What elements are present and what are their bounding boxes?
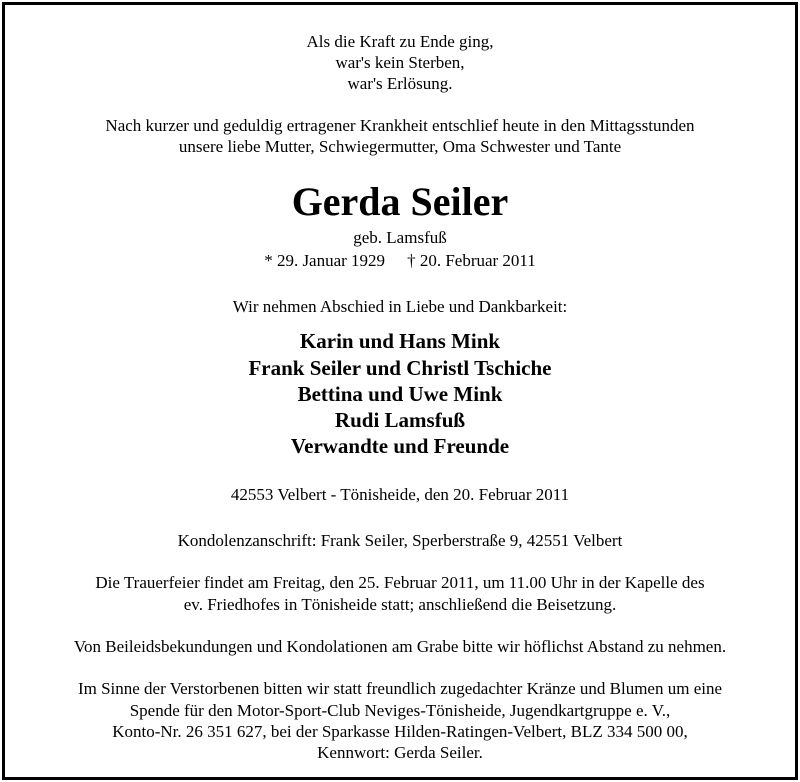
donation-line: Konto-Nr. 26 351 627, bei der Sparkasse Hilden-Ratingen-Velbert, BLZ 334 500 00,: [112, 722, 688, 741]
announcement-line: Nach kurzer und geduldig ertragener Krankheit entschlief heute in den Mittagsstunden: [105, 116, 695, 135]
life-dates: [0, 250, 800, 271]
funeral-line: Die Trauerfeier findet am Freitag, den 25. Februar 2011, um 11.00 Uhr in der Kapelle des: [95, 573, 705, 592]
mourner-name: Frank Seiler und Christl Tschiche: [248, 356, 552, 380]
mourner-name: Karin und Hans Mink: [299, 329, 501, 353]
poem-line: Als die Kraft zu Ende ging,: [306, 32, 494, 51]
birth-date: * 29. Januar 1929: [264, 251, 386, 270]
farewell-line: Wir nehmen Abschied in Liebe und Dankbarkeit:: [232, 297, 568, 316]
mourner-name: Rudi Lamsfuß: [334, 408, 466, 432]
place-date: 42553 Velbert - Tönisheide, den 20. Februar 2011: [230, 485, 570, 504]
poem-line: war's Erlösung.: [347, 74, 453, 93]
mourner-name: Verwandte und Freunde: [290, 434, 510, 458]
maiden-name: geb. Lamsfuß: [353, 228, 447, 247]
grave-notice: Von Beileidsbekundungen und Kondolationen am Grabe bitte wir höflichst Abstand zu nehmen.: [73, 637, 727, 656]
donation-line: Spende für den Motor-Sport-Club Neviges-Tönisheide, Jugendkartgruppe e. V.,: [129, 701, 671, 720]
donation-line: Im Sinne der Verstorbenen bitten wir statt freundlich zugedachter Kränze und Blumen um eine: [77, 679, 723, 698]
deceased-name: Gerda Seiler: [291, 179, 509, 224]
mourner-name: Bettina und Uwe Mink: [297, 382, 503, 406]
condolence-address: Kondolenzanschrift: Frank Seiler, Sperberstraße 9, 42551 Velbert: [177, 531, 623, 550]
poem-line: war's kein Sterben,: [335, 53, 465, 72]
donation-line: Kennwort: Gerda Seiler.: [317, 743, 483, 762]
death-date: † 20. Februar 2011: [407, 251, 536, 270]
funeral-line: ev. Friedhofes in Tönisheide statt; anschließend die Beisetzung.: [183, 595, 617, 614]
announcement-line: unsere liebe Mutter, Schwiegermutter, Oma Schwester und Tante: [178, 137, 622, 156]
